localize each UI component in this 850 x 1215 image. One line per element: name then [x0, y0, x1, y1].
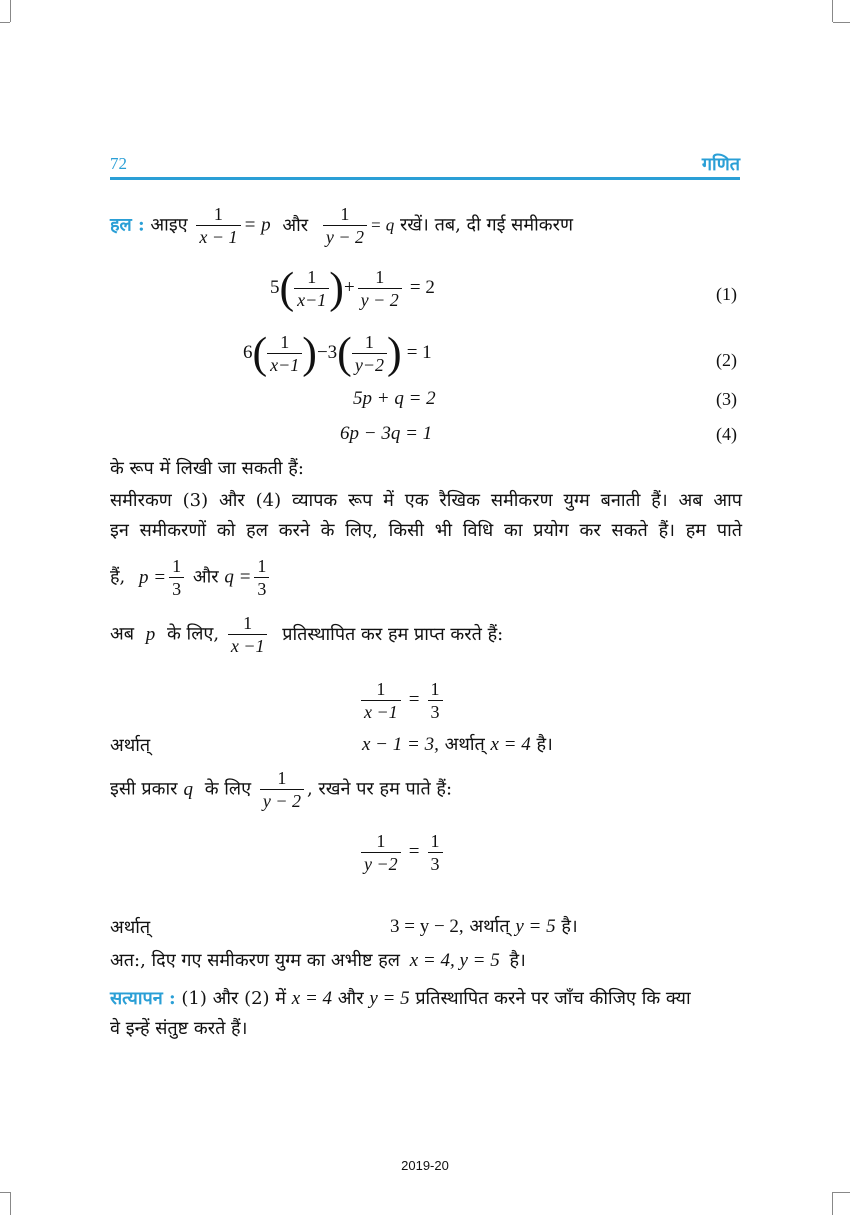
- text-written: के रूप में लिखी जा सकती हैं:: [110, 458, 304, 479]
- arthat-label: अर्थात्: [110, 917, 151, 938]
- crop-mark: [10, 1192, 11, 1215]
- pq-values-line: हैं, p = $\frac{1}{3}$ और q = $\frac{1}{3}$: [110, 555, 742, 600]
- conclusion-line: अत:, दिए गए समीकरण युग्म का अभीष्ट हल x = 4, y = 5 है।: [110, 950, 526, 971]
- equation-1: 5( $\frac{1}{x-1}$ )+ $\frac{1}{y - 2}$ = 2: [270, 263, 435, 313]
- equation-number: (4): [716, 424, 737, 444]
- solution-intro: [110, 203, 742, 248]
- x-result: x − 1 = 3, अर्थात् x = 4 है।: [362, 734, 553, 755]
- verification-label: सत्यापन :: [110, 988, 176, 1009]
- intro-prefix: आइए: [150, 214, 188, 236]
- crop-mark: [833, 22, 850, 23]
- crop-mark: [0, 1192, 10, 1193]
- subject-title: गणित: [701, 154, 740, 175]
- p-equals: = p: [243, 214, 271, 236]
- crop-mark: [832, 1192, 833, 1215]
- equation-2: 6( $\frac{1}{x-1}$ )−3( $\frac{1}{y-2}$ ) = 1: [243, 328, 432, 378]
- footer-year: 2019-20: [401, 1158, 449, 1173]
- arthat-label: अर्थात्: [110, 735, 151, 756]
- substitute-p-line: अब p के लिए, $\frac{1}{x -1}$ प्रतिस्थापित कर हम प्राप्त करते हैं:: [110, 613, 504, 656]
- y-result: 3 = y − 2, अर्थात् y = 5 है।: [390, 916, 578, 937]
- paragraph-line: समीरकण (3) और (4) व्यापक रूप में एक रैखिक समीकरण युग्म बनाती हैं। अब आप: [110, 490, 742, 511]
- result-p: $\frac{1}{x -1}$ = $\frac{1}{3}$: [358, 678, 446, 723]
- equation-4: 6p − 3q = 1: [340, 423, 433, 444]
- crop-mark: [832, 0, 833, 22]
- page-number: 72: [110, 154, 127, 173]
- q-equals: = q: [369, 215, 395, 235]
- result-q: $\frac{1}{y -2}$ = $\frac{1}{3}$: [358, 830, 446, 875]
- intro-suffix: रखें। तब, दी गई समीकरण: [399, 214, 573, 236]
- verification-line-2: वे इन्हें संतुष्ट करते हैं।: [110, 1018, 248, 1039]
- equation-3: 5p + q = 2: [353, 388, 436, 409]
- aur-text: और: [282, 214, 309, 236]
- verification-line-1: सत्यापन : (1) और (2) में x = 4 और y = 5 प्रतिस्थापित करने पर जाँच कीजिए कि क्या: [110, 988, 691, 1009]
- substitute-q-line: इसी प्रकार q के लिए $\frac{1}{y - 2}$ , रखने पर हम पाते हैं:: [110, 768, 453, 811]
- crop-mark: [833, 1192, 850, 1193]
- fraction-q: $\frac{1}{y - 2}$: [323, 203, 367, 248]
- crop-mark: [10, 0, 11, 22]
- paragraph-line: इन समीकरणों को हल करने के लिए, किसी भी विधि का प्रयोग कर सकते हैं। हम पाते: [110, 520, 742, 541]
- header-rule: [110, 177, 740, 180]
- equation-number: (1): [716, 284, 737, 304]
- fraction-p: $\frac{1}{x - 1}$: [196, 203, 240, 248]
- solution-label: हल :: [110, 214, 145, 236]
- crop-mark: [0, 22, 10, 23]
- equation-number: (3): [716, 389, 737, 409]
- equation-number: (2): [716, 350, 737, 370]
